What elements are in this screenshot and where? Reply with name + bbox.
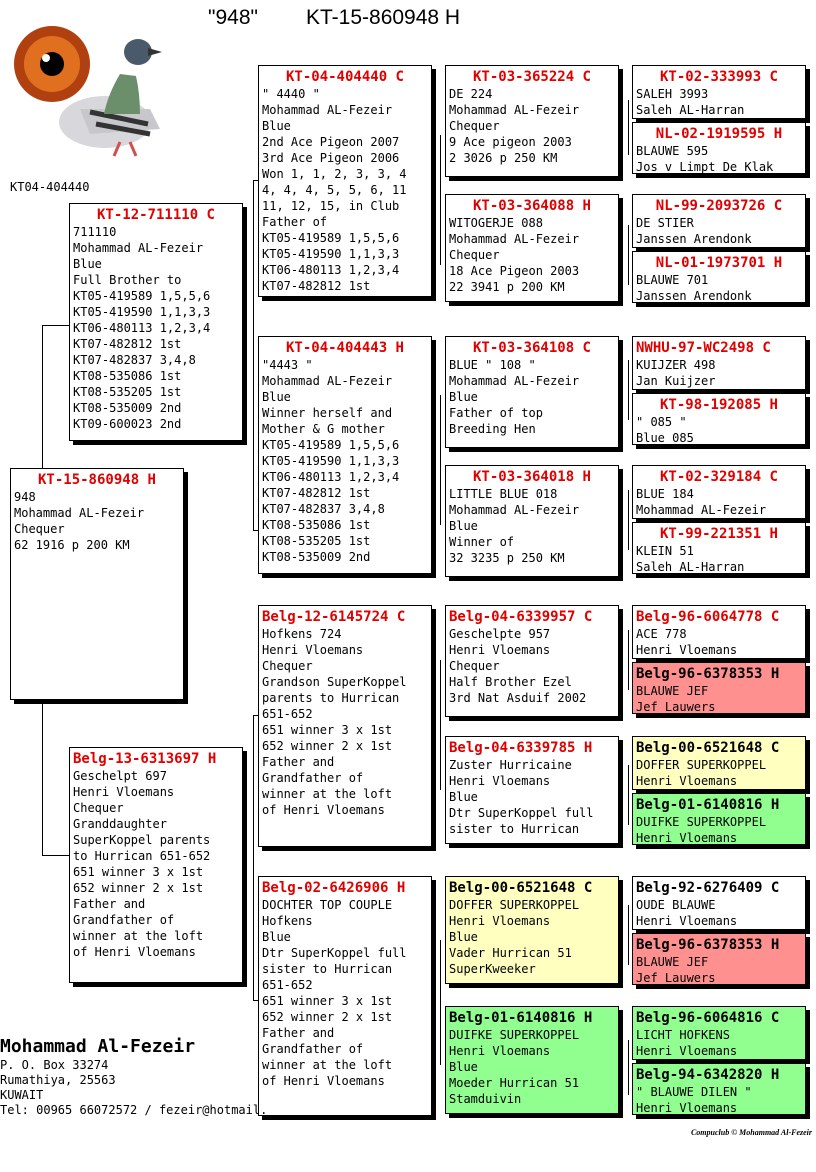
ddd-line: Stamduivin xyxy=(449,1092,522,1106)
ggp-line: Saleh AL-Harran xyxy=(636,560,745,574)
subject-line: 62 1916 p 200 KM xyxy=(14,538,130,552)
ssd-line: Mohammad AL-Fezeir xyxy=(449,232,580,246)
dss-ring: Belg-04-6339957 C xyxy=(449,609,593,625)
subject-line: Mohammad AL-Fezeir xyxy=(14,506,145,520)
ss-line: KT07-482812 1st xyxy=(262,279,371,293)
ggp-card-10[interactable] xyxy=(632,662,806,714)
photo-label: KT04-404440 xyxy=(10,180,90,194)
dsd-line: Blue xyxy=(449,790,478,804)
ss-line: 4, 4, 4, 5, 5, 6, 11 xyxy=(262,183,407,197)
ggp-ring: Belg-96-6378353 H xyxy=(636,937,780,953)
sd-line: KT05-419589 1,5,5,6 xyxy=(262,438,400,452)
sds-line: Blue xyxy=(449,390,478,404)
ss-line: 3rd Ace Pigeon 2006 xyxy=(262,151,400,165)
sd-line: Winner herself and xyxy=(262,406,393,420)
sss-line: Chequer xyxy=(449,119,500,133)
dam-line: of Henri Vloemans xyxy=(73,945,196,959)
ggp-line: KUIJZER 498 xyxy=(636,358,716,372)
ss-line: Won 1, 1, 2, 3, 3, 4 xyxy=(262,167,407,181)
pigeon-photo xyxy=(10,14,170,164)
ggp-line: Jos v Limpt De Klak xyxy=(636,160,774,174)
sds-card[interactable] xyxy=(445,336,619,448)
ggp-card-11[interactable] xyxy=(632,736,806,790)
sd-line: Blue xyxy=(262,390,291,404)
sire-line: KT08-535205 1st xyxy=(73,385,182,399)
ggp-line: Blue 085 xyxy=(636,431,694,445)
ddd-ring: Belg-01-6140816 H xyxy=(449,1010,593,1026)
dam-line: Henri Vloemans xyxy=(73,785,175,799)
dam-ring: Belg-13-6313697 H xyxy=(73,751,217,767)
sdd-line: 32 3235 p 250 KM xyxy=(449,551,565,565)
ss-line: Mohammad AL-Fezeir xyxy=(262,103,393,117)
ggp-line: Henri Vloemans xyxy=(636,1044,738,1058)
ggp-card-9[interactable] xyxy=(632,605,806,659)
sire-line: Mohammad AL-Fezeir xyxy=(73,241,204,255)
ggp-card-12[interactable] xyxy=(632,793,806,845)
ggp-line: DOFFER SUPERKOPPEL xyxy=(636,758,767,772)
dam-line: 651 winner 3 x 1st xyxy=(73,865,204,879)
ggp-ring: KT-02-329184 C xyxy=(659,469,778,485)
ss-ring: KT-04-404440 C xyxy=(285,69,404,85)
pigeon-ring: KT-15-860948 H xyxy=(306,6,461,29)
ds-line: Father and xyxy=(262,755,335,769)
sire-line: KT07-482812 1st xyxy=(73,337,182,351)
sdd-ring: KT-03-364018 H xyxy=(472,469,591,485)
ggp-line: BLAUWE JEF xyxy=(636,955,709,969)
ggp-ring: NL-99-2093726 C xyxy=(655,198,783,214)
dds-line: Henri Vloemans xyxy=(449,914,551,928)
sd-line: KT08-535086 1st xyxy=(262,518,371,532)
dss-line: Half Brother Ezel xyxy=(449,675,572,689)
dam-line: Geschelpt 697 xyxy=(73,769,167,783)
owner-line: Rumathiya, 25563 xyxy=(0,1073,116,1087)
dd-line: sister to Hurrican xyxy=(262,962,393,976)
ggp-line: Janssen Arendonk xyxy=(636,232,752,246)
dss-line: Henri Vloemans xyxy=(449,643,551,657)
footer-credit: Compuclub © Mohammad Al-Fezeir xyxy=(690,1128,812,1137)
dds-card[interactable] xyxy=(445,876,619,984)
ds-line: 652 winner 2 x 1st xyxy=(262,739,393,753)
ggp-line: OUDE BLAUWE xyxy=(636,898,716,912)
ggp-line: BLUE 184 xyxy=(636,487,694,501)
ss-line: 2nd Ace Pigeon 2007 xyxy=(262,135,400,149)
owner-block xyxy=(0,1036,267,1118)
ggp-ring: KT-02-333993 C xyxy=(659,69,778,85)
ds-line: of Henri Vloemans xyxy=(262,803,385,817)
ssd-line: Chequer xyxy=(449,248,500,262)
sdd-line: Winner of xyxy=(449,535,515,549)
dd-line: winner at the loft xyxy=(262,1058,393,1072)
dss-line: 3rd Nat Asduif 2002 xyxy=(449,691,587,705)
ggp-line: " 085 " xyxy=(636,415,687,429)
ggp-ring: Belg-92-6276409 C xyxy=(636,880,780,896)
ggp-card-7[interactable] xyxy=(632,465,806,519)
ggp-card-14[interactable] xyxy=(632,933,806,985)
sire-line: KT07-482837 3,4,8 xyxy=(73,353,196,367)
dsd-line: sister to Hurrican xyxy=(449,822,580,836)
dam-line: Granddaughter xyxy=(73,817,167,831)
dss-line: Chequer xyxy=(449,659,500,673)
dsd-ring: Belg-04-6339785 H xyxy=(449,740,593,756)
dd-line: of Henri Vloemans xyxy=(262,1074,385,1088)
ssd-ring: KT-03-364088 H xyxy=(472,198,591,214)
ss-card[interactable] xyxy=(258,65,432,297)
ggp-line: DUIFKE SUPERKOPPEL xyxy=(636,815,767,829)
dss-line: Geschelpte 957 xyxy=(449,627,551,641)
sds-line: Father of top xyxy=(449,406,543,420)
subject-line: Chequer xyxy=(14,522,65,536)
ggp-ring: KT-98-192085 H xyxy=(659,397,778,413)
ss-line: Father of xyxy=(262,215,328,229)
sire-ring: KT-12-711110 C xyxy=(96,207,215,223)
ddd-line: DUIFKE SUPERKOPPEL xyxy=(449,1028,580,1042)
ggp-line: Janssen Arendonk xyxy=(636,289,752,303)
sdd-card[interactable] xyxy=(445,465,619,577)
owner-line: P. O. Box 33274 xyxy=(0,1058,109,1072)
ggp-ring: Belg-00-6521648 C xyxy=(636,740,780,756)
ggp-ring: NL-02-1919595 H xyxy=(655,126,783,142)
ss-line: 11, 12, 15, in Club xyxy=(262,199,400,213)
sd-line: KT08-535009 2nd xyxy=(262,550,371,564)
dd-line: DOCHTER TOP COUPLE xyxy=(262,898,393,912)
ggp-line: DE STIER xyxy=(636,216,694,230)
dd-line: Dtr SuperKoppel full xyxy=(262,946,407,960)
ggp-ring: Belg-94-6342820 H xyxy=(636,1067,780,1083)
dam-line: to Hurrican 651-652 xyxy=(73,849,211,863)
ggp-line: ACE 778 xyxy=(636,627,687,641)
sss-ring: KT-03-365224 C xyxy=(472,69,591,85)
dd-ring: Belg-02-6426906 H xyxy=(262,880,406,896)
dsd-line: Henri Vloemans xyxy=(449,774,551,788)
ds-line: Hofkens 724 xyxy=(262,627,342,641)
ds-line: winner at the loft xyxy=(262,787,393,801)
ssd-line: 18 Ace Pigeon 2003 xyxy=(449,264,580,278)
dam-line: 652 winner 2 x 1st xyxy=(73,881,204,895)
dd-line: Hofkens xyxy=(262,914,313,928)
owner-name: Mohammad Al-Fezeir xyxy=(0,1036,196,1057)
ss-line: KT06-480113 1,2,3,4 xyxy=(262,263,400,277)
ggp-card-16[interactable] xyxy=(632,1063,806,1115)
ds-card[interactable] xyxy=(258,605,432,847)
sss-line: 2 3026 p 250 KM xyxy=(449,151,558,165)
dam-card[interactable] xyxy=(69,747,243,983)
sd-line: KT06-480113 1,2,3,4 xyxy=(262,470,400,484)
ggp-line: Henri Vloemans xyxy=(636,831,738,845)
ggp-card-2[interactable] xyxy=(632,122,806,174)
sire-card[interactable] xyxy=(69,203,243,441)
ds-line: Chequer xyxy=(262,659,313,673)
pigeon-name: "948" xyxy=(208,6,258,29)
sds-ring: KT-03-364108 C xyxy=(472,340,591,356)
ddd-line: Henri Vloemans xyxy=(449,1044,551,1058)
ggp-ring: NWHU-97-WC2498 C xyxy=(636,340,771,356)
sire-line: KT06-480113 1,2,3,4 xyxy=(73,321,211,335)
dds-line: SuperKweeker xyxy=(449,962,536,976)
sire-line: Blue xyxy=(73,257,102,271)
dsd-line: Zuster Hurricaine xyxy=(449,758,572,772)
sire-line: KT05-419590 1,1,3,3 xyxy=(73,305,211,319)
dd-line: Grandfather of xyxy=(262,1042,364,1056)
dam-line: SuperKoppel parents xyxy=(73,833,211,847)
dds-line: DOFFER SUPERKOPPEL xyxy=(449,898,580,912)
ggp-card-5[interactable] xyxy=(632,336,806,390)
ggp-card-15[interactable] xyxy=(632,1006,806,1060)
sss-card[interactable] xyxy=(445,65,619,177)
ggp-line: BLAUWE 701 xyxy=(636,273,709,287)
ggp-ring: NL-01-1973701 H xyxy=(655,255,783,271)
ggp-line: Jan Kuijzer xyxy=(636,374,716,388)
ggp-line: Henri Vloemans xyxy=(636,643,738,657)
subject-ring: KT-15-860948 H xyxy=(37,472,156,488)
sds-line: BLUE " 108 " xyxy=(449,358,536,372)
ss-line: KT05-419589 1,5,5,6 xyxy=(262,231,400,245)
sdd-line: Blue xyxy=(449,519,478,533)
sdd-line: LITTLE BLUE 018 xyxy=(449,487,558,501)
dd-card[interactable] xyxy=(258,876,432,1116)
dss-card[interactable] xyxy=(445,605,619,717)
ggp-line: Jef Lauwers xyxy=(636,971,716,985)
ds-line: Henri Vloemans xyxy=(262,643,364,657)
dd-line: 652 winner 2 x 1st xyxy=(262,1010,393,1024)
ggp-ring: Belg-96-6064778 C xyxy=(636,609,780,625)
dd-line: Father and xyxy=(262,1026,335,1040)
owner-line[interactable]: Tel: 00965 66072572 / fezeir@hotmail. xyxy=(0,1103,268,1117)
ggp-card-1[interactable] xyxy=(632,65,806,119)
dsd-card[interactable] xyxy=(445,736,619,844)
dds-line: Vader Hurrican 51 xyxy=(449,946,572,960)
ggp-line: LICHT HOFKENS xyxy=(636,1028,730,1042)
ggp-line: Henri Vloemans xyxy=(636,774,738,788)
ggp-line: Jef Lauwers xyxy=(636,700,716,714)
ds-line: Grandfather of xyxy=(262,771,364,785)
sire-line: KT08-535086 1st xyxy=(73,369,182,383)
sire-line: Full Brother to xyxy=(73,273,182,287)
dd-line: 651-652 xyxy=(262,978,313,992)
ddd-line: Moeder Hurrican 51 xyxy=(449,1076,580,1090)
sd-line: "4443 " xyxy=(262,358,313,372)
ggp-line: Saleh AL-Harran xyxy=(636,103,745,117)
dd-line: 651 winner 3 x 1st xyxy=(262,994,393,1008)
sd-card[interactable] xyxy=(258,336,432,574)
dam-line: winner at the loft xyxy=(73,929,204,943)
sd-line: Mother & G mother xyxy=(262,422,385,436)
subject-card[interactable] xyxy=(10,468,184,700)
sire-line: KT05-419589 1,5,5,6 xyxy=(73,289,211,303)
ggp-card-3[interactable] xyxy=(632,194,806,248)
ssd-card[interactable] xyxy=(445,194,619,302)
dam-line: Father and xyxy=(73,897,146,911)
ggp-ring: KT-99-221351 H xyxy=(659,526,778,542)
sire-line: KT08-535009 2nd xyxy=(73,401,182,415)
ggp-line: KLEIN 51 xyxy=(636,544,694,558)
sd-line: KT05-419590 1,1,3,3 xyxy=(262,454,400,468)
subject-line: 948 xyxy=(14,490,36,504)
dsd-line: Dtr SuperKoppel full xyxy=(449,806,594,820)
ggp-line: Henri Vloemans xyxy=(636,1101,738,1115)
ds-line: 651 winner 3 x 1st xyxy=(262,723,393,737)
ddd-card[interactable] xyxy=(445,1006,619,1114)
sd-line: KT08-535205 1st xyxy=(262,534,371,548)
sire-line: KT09-600023 2nd xyxy=(73,417,182,431)
ds-line: 651-652 xyxy=(262,707,313,721)
ssd-line: WITOGERJE 088 xyxy=(449,216,543,230)
ds-ring: Belg-12-6145724 C xyxy=(262,609,406,625)
ds-line: Grandson SuperKoppel xyxy=(262,675,407,689)
sss-line: DE 224 xyxy=(449,87,493,101)
ddd-line: Blue xyxy=(449,1060,478,1074)
ds-line: parents to Hurrican xyxy=(262,691,400,705)
ggp-line: SALEH 3993 xyxy=(636,87,709,101)
ggp-line: " BLAUWE DILEN " xyxy=(636,1085,752,1099)
ggp-ring: Belg-01-6140816 H xyxy=(636,797,780,813)
ggp-line: BLAUWE 595 xyxy=(636,144,709,158)
ggp-line: BLAUWE JEF xyxy=(636,684,709,698)
sire-line: 711110 xyxy=(73,225,117,239)
sd-ring: KT-04-404443 H xyxy=(285,340,404,356)
ggp-line: Henri Vloemans xyxy=(636,914,738,928)
ggp-line: Mohammad AL-Fezeir xyxy=(636,503,767,517)
sd-line: Mohammad AL-Fezeir xyxy=(262,374,393,388)
ggp-ring: Belg-96-6064816 C xyxy=(636,1010,780,1026)
sss-line: Mohammad AL-Fezeir xyxy=(449,103,580,117)
ss-line: KT05-419590 1,1,3,3 xyxy=(262,247,400,261)
ssd-line: 22 3941 p 200 KM xyxy=(449,280,565,294)
sds-line: Mohammad AL-Fezeir xyxy=(449,374,580,388)
dam-line: Grandfather of xyxy=(73,913,175,927)
sdd-line: Mohammad AL-Fezeir xyxy=(449,503,580,517)
owner-line: KUWAIT xyxy=(0,1088,44,1102)
sds-line: Breeding Hen xyxy=(449,422,536,436)
ss-line: " 4440 " xyxy=(262,87,320,101)
sd-line: KT07-482837 3,4,8 xyxy=(262,502,385,516)
dds-line: Blue xyxy=(449,930,478,944)
ggp-card-13[interactable] xyxy=(632,876,806,930)
ss-line: Blue xyxy=(262,119,291,133)
dam-line: Chequer xyxy=(73,801,124,815)
dds-ring: Belg-00-6521648 C xyxy=(449,880,593,896)
ggp-card-4[interactable] xyxy=(632,251,806,303)
sd-line: KT07-482812 1st xyxy=(262,486,371,500)
sss-line: 9 Ace pigeon 2003 xyxy=(449,135,572,149)
ggp-ring: Belg-96-6378353 H xyxy=(636,666,780,682)
dd-line: Blue xyxy=(262,930,291,944)
ggp-card-6[interactable] xyxy=(632,393,806,445)
ggp-card-8[interactable] xyxy=(632,522,806,574)
